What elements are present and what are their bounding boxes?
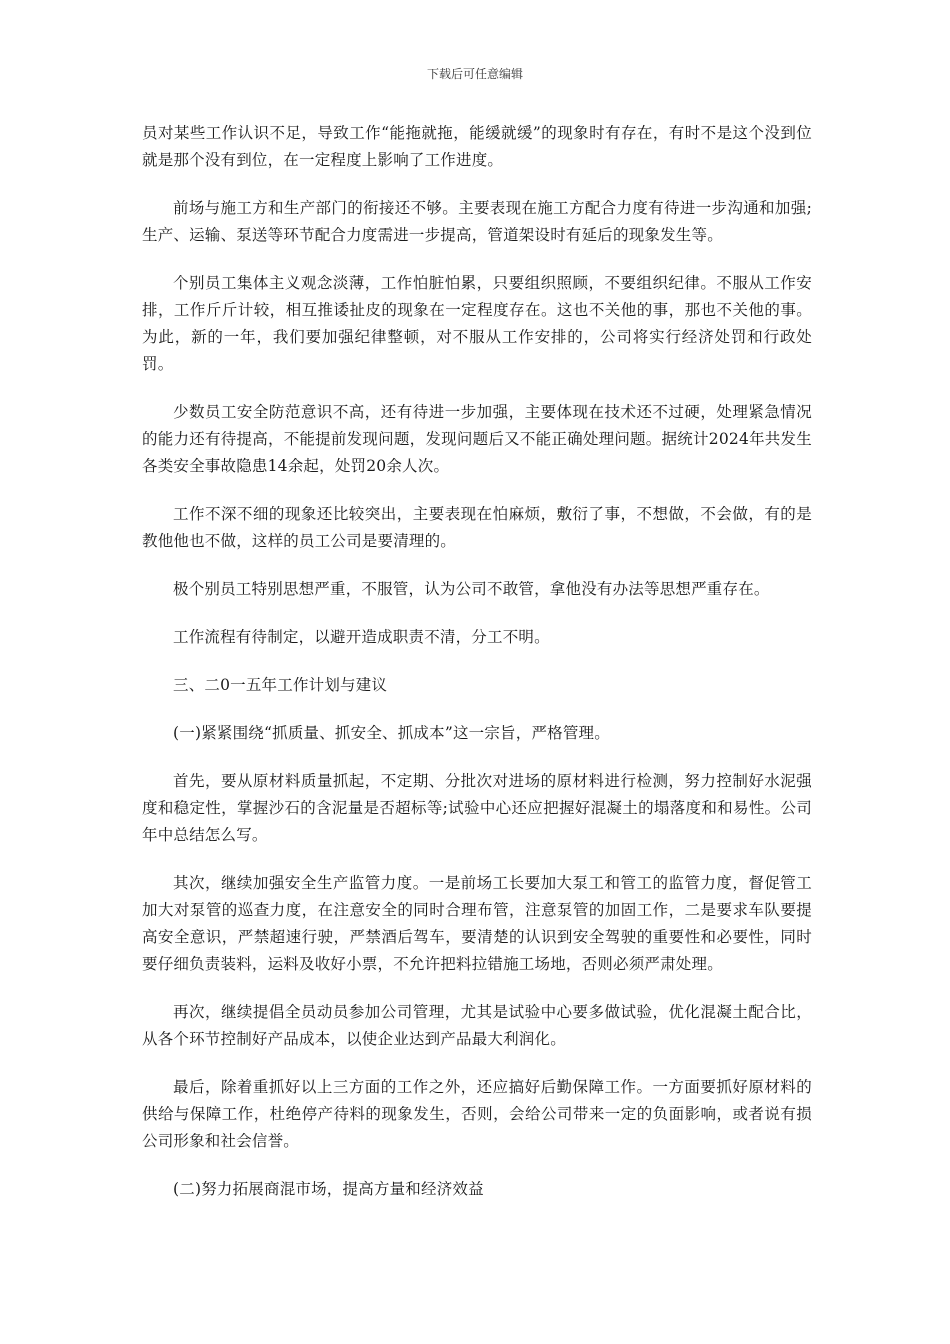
paragraph-second-safety: 其次，继续加强安全生产监管力度。一是前场工长要加大泵工和管工的监管力度，督促管工加大对泵管的巡查力度，在注意安全的同时合理布管，注意泵管的加固工作，二是要求车队要提高安全意识，严禁超速行驶，严禁酒后驾车，要清楚的认识到安全驾驶的重要性和必要性，同时要仔细负责装料，运料及收好小票，不允许把料拉错施工场地，否则必须严肃处理。 [142,874,812,973]
subsection-heading-market: (二)努力拓展商混市场，提高方量和经济效益 [173,1180,484,1198]
paragraph-coordination: 前场与施工方和生产部门的衔接还不够。主要表现在施工方配合力度有待进一步沟通和加强;生产、运输、泵送等环节配合力度需进一步提高，管道架设时有延后的现象发生等。 [142,199,812,244]
paragraph-safety-awareness: 少数员工安全防范意识不高，还有待进一步加强，主要体现在技术还不过硬，处理紧急情况的能力还有待提高，不能提前发现问题，发现问题后又不能正确处理问题。据统计2024年共发生各类安全事故隐患14余起，处罚20余人次。 [142,403,812,475]
subsection-heading-management: (一)紧紧围绕“抓质量、抓安全、抓成本”这一宗旨，严格管理。 [173,724,610,742]
paragraph-continued: 员对某些工作认识不足，导致工作“能拖就拖，能缓就缓”的现象时有存在，有时不是这个没到位就是那个没有到位，在一定程度上影响了工作进度。 [142,124,812,169]
paragraph-finally-logistics: 最后，除着重抓好以上三方面的工作之外，还应搞好后勤保障工作。一方面要抓好原材料的供给与保障工作，杜绝停产待料的现象发生，否则，会给公司带来一定的负面影响，或者说有损公司形象和社会信誉。 [142,1078,812,1150]
document-body [142,120,812,1224]
paragraph-discipline: 个别员工集体主义观念淡薄，工作怕脏怕累，只要组织照顾，不要组织纪律。不服从工作安排，工作斤斤计较，相互推诿扯皮的现象在一定程度存在。这也不关他的事，那也不关他的事。为此，新的一年，我们要加强纪律整顿，对不服从工作安排的，公司将实行经济处罚和行政处罚。 [142,274,812,373]
page-header-note: 下载后可任意编辑 [426,67,523,81]
paragraph-third-cost: 再次，继续提倡全员动员参加公司管理，尤其是试验中心要多做试验，优化混凝土配合比，从各个环节控制好产品成本，以使企业达到产品最大利润化。 [142,1003,812,1048]
paragraph-attitude: 极个别员工特别思想严重，不服管，认为公司不敢管，拿他没有办法等思想严重存在。 [173,580,770,598]
section-heading-plan: 三、二0一五年工作计划与建议 [173,676,388,694]
paragraph-workflow: 工作流程有待制定，以避开造成职责不清，分工不明。 [173,628,550,646]
paragraph-work-detail: 工作不深不细的现象还比较突出，主要表现在怕麻烦，敷衍了事，不想做，不会做，有的是教他他也不做，这样的员工公司是要清理的。 [142,505,812,550]
paragraph-first-materials: 首先，要从原材料质量抓起，不定期、分批次对进场的原材料进行检测，努力控制好水泥强度和稳定性，掌握沙石的含泥量是否超标等;试验中心还应把握好混凝土的塌落度和和易性。公司年中总结怎么写。 [142,772,812,844]
